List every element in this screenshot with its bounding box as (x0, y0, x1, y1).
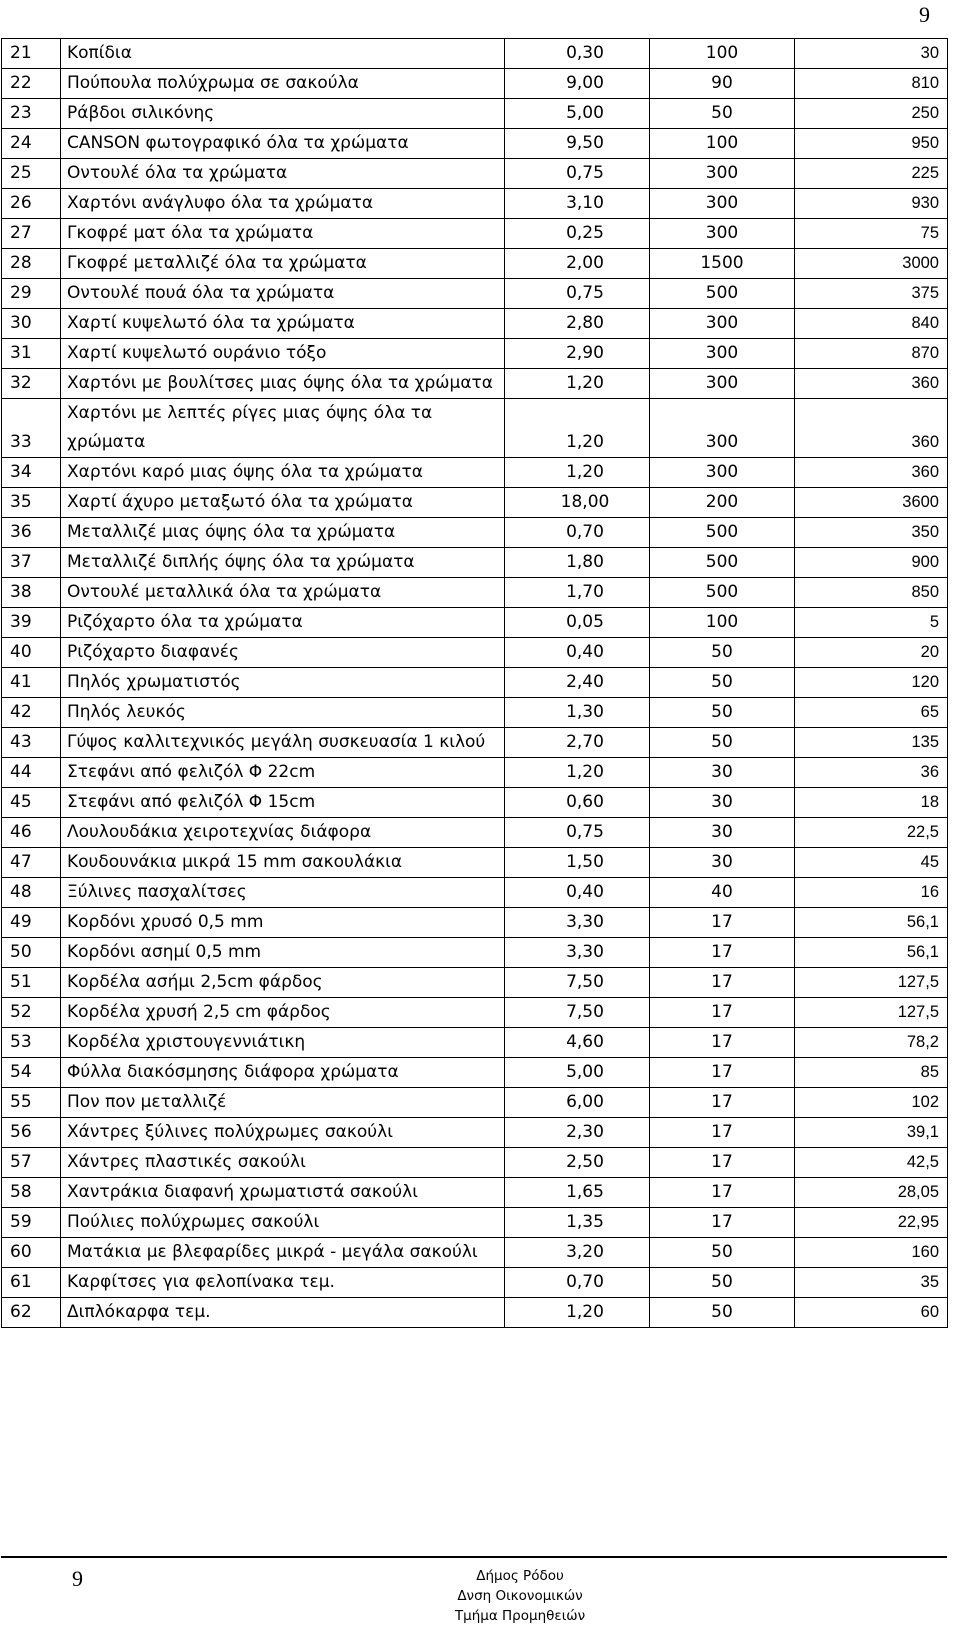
quantity-cell: 17 (650, 968, 795, 998)
table-row (2, 1178, 948, 1208)
row-number-cell: 22 (2, 69, 61, 99)
table-row (2, 1268, 948, 1298)
row-number-cell: 33 (2, 399, 61, 458)
total-cost-cell: 375 (795, 279, 948, 309)
table-row (2, 1088, 948, 1118)
table-row (2, 518, 948, 548)
item-description-cell: Γύψος καλλιτεχνικός μεγάλη συσκευασία 1 κιλού (61, 728, 505, 758)
item-description-cell: Πηλός χρωματιστός (61, 668, 505, 698)
item-description-cell: Κορδόνι χρυσό 0,5 mm (61, 908, 505, 938)
quantity-cell: 100 (650, 129, 795, 159)
item-description-cell: Οντουλέ όλα τα χρώματα (61, 159, 505, 189)
quantity-cell: 200 (650, 488, 795, 518)
item-description-cell: Χαρτί κυψελωτό όλα τα χρώματα (61, 309, 505, 339)
item-description-cell: Οντουλέ πουά όλα τα χρώματα (61, 279, 505, 309)
unit-price-cell: 1,20 (505, 1298, 650, 1328)
page-number-bottom: 9 (72, 1566, 83, 1591)
row-number-cell: 25 (2, 159, 61, 189)
table-row (2, 159, 948, 189)
item-description-cell: Πηλός λευκός (61, 698, 505, 728)
total-cost-cell: 850 (795, 578, 948, 608)
page-number-top: 9 (919, 2, 930, 27)
quantity-cell: 300 (650, 399, 795, 458)
table-row (2, 728, 948, 758)
table-row (2, 608, 948, 638)
total-cost-cell: 35 (795, 1268, 948, 1298)
unit-price-cell: 7,50 (505, 998, 650, 1028)
item-description-cell: Κορδέλα χρυσή 2,5 cm φάρδος (61, 998, 505, 1028)
quantity-cell: 17 (650, 1148, 795, 1178)
total-cost-cell: 65 (795, 698, 948, 728)
footer-organization (380, 1566, 660, 1626)
unit-price-cell: 1,50 (505, 848, 650, 878)
total-cost-cell: 36 (795, 758, 948, 788)
unit-price-cell: 0,40 (505, 878, 650, 908)
row-number-cell: 29 (2, 279, 61, 309)
unit-price-cell: 0,75 (505, 279, 650, 309)
row-number-cell: 59 (2, 1208, 61, 1238)
item-description-cell: Οντουλέ μεταλλικά όλα τα χρώματα (61, 578, 505, 608)
table-row (2, 548, 948, 578)
row-number-cell: 62 (2, 1298, 61, 1328)
unit-price-cell: 0,60 (505, 788, 650, 818)
table-row (2, 279, 948, 309)
quantity-cell: 300 (650, 339, 795, 369)
footer-org-line-3: Τμήμα Προμηθειών (454, 1608, 586, 1624)
item-description-cell: Ξύλινες πασχαλίτσες (61, 878, 505, 908)
quantity-cell: 300 (650, 219, 795, 249)
footer-divider (1, 1556, 947, 1558)
table-row (2, 758, 948, 788)
total-cost-cell: 127,5 (795, 998, 948, 1028)
items-table (1, 38, 948, 1328)
item-description-cell: Κοπίδια (61, 39, 505, 69)
total-cost-cell: 60 (795, 1298, 948, 1328)
unit-price-cell: 3,20 (505, 1238, 650, 1268)
row-number-cell: 39 (2, 608, 61, 638)
row-number-cell: 60 (2, 1238, 61, 1268)
quantity-cell: 300 (650, 458, 795, 488)
table-row (2, 878, 948, 908)
quantity-cell: 300 (650, 369, 795, 399)
table-row (2, 309, 948, 339)
unit-price-cell: 1,70 (505, 578, 650, 608)
total-cost-cell: 135 (795, 728, 948, 758)
row-number-cell: 43 (2, 728, 61, 758)
quantity-cell: 50 (650, 1268, 795, 1298)
table-row (2, 99, 948, 129)
quantity-cell: 500 (650, 578, 795, 608)
total-cost-cell: 78,2 (795, 1028, 948, 1058)
item-description-cell: Χάντρες πλαστικές σακούλι (61, 1148, 505, 1178)
total-cost-cell: 225 (795, 159, 948, 189)
row-number-cell: 54 (2, 1058, 61, 1088)
table-row (2, 129, 948, 159)
total-cost-cell: 120 (795, 668, 948, 698)
item-description-cell: Χαρτόνι με βουλίτσες μιας όψης όλα τα χρώματα (61, 369, 505, 399)
total-cost-cell: 840 (795, 309, 948, 339)
item-description-cell: Χαρτί άχυρο μεταξωτό όλα τα χρώματα (61, 488, 505, 518)
unit-price-cell: 1,20 (505, 758, 650, 788)
table-row (2, 369, 948, 399)
unit-price-cell: 1,20 (505, 458, 650, 488)
unit-price-cell: 2,80 (505, 309, 650, 339)
total-cost-cell: 3000 (795, 249, 948, 279)
unit-price-cell: 0,75 (505, 159, 650, 189)
table-row (2, 698, 948, 728)
quantity-cell: 30 (650, 758, 795, 788)
row-number-cell: 55 (2, 1088, 61, 1118)
quantity-cell: 50 (650, 698, 795, 728)
unit-price-cell: 0,70 (505, 1268, 650, 1298)
table-row (2, 968, 948, 998)
row-number-cell: 49 (2, 908, 61, 938)
table-row (2, 578, 948, 608)
row-number-cell: 46 (2, 818, 61, 848)
total-cost-cell: 870 (795, 339, 948, 369)
quantity-cell: 17 (650, 1208, 795, 1238)
quantity-cell: 100 (650, 39, 795, 69)
quantity-cell: 30 (650, 818, 795, 848)
table-row (2, 339, 948, 369)
item-description-cell: Μεταλλιζέ μιας όψης όλα τα χρώματα (61, 518, 505, 548)
unit-price-cell: 0,70 (505, 518, 650, 548)
total-cost-cell: 56,1 (795, 908, 948, 938)
total-cost-cell: 360 (795, 399, 948, 458)
row-number-cell: 32 (2, 369, 61, 399)
table-row (2, 69, 948, 99)
row-number-cell: 44 (2, 758, 61, 788)
unit-price-cell: 9,50 (505, 129, 650, 159)
item-description-cell: Κορδόνι ασημί 0,5 mm (61, 938, 505, 968)
unit-price-cell: 7,50 (505, 968, 650, 998)
unit-price-cell: 1,65 (505, 1178, 650, 1208)
item-description-cell: Χαρτόνι με λεπτές ρίγες μιας όψης όλα τα χρώματα (61, 399, 505, 458)
unit-price-cell: 5,00 (505, 99, 650, 129)
table-row (2, 488, 948, 518)
table-row (2, 1238, 948, 1268)
total-cost-cell: 16 (795, 878, 948, 908)
total-cost-cell: 18 (795, 788, 948, 818)
total-cost-cell: 22,5 (795, 818, 948, 848)
table-row (2, 848, 948, 878)
row-number-cell: 48 (2, 878, 61, 908)
unit-price-cell: 2,30 (505, 1118, 650, 1148)
row-number-cell: 45 (2, 788, 61, 818)
row-number-cell: 51 (2, 968, 61, 998)
quantity-cell: 1500 (650, 249, 795, 279)
quantity-cell: 17 (650, 1088, 795, 1118)
unit-price-cell: 9,00 (505, 69, 650, 99)
row-number-cell: 42 (2, 698, 61, 728)
quantity-cell: 17 (650, 1178, 795, 1208)
row-number-cell: 23 (2, 99, 61, 129)
unit-price-cell: 0,05 (505, 608, 650, 638)
quantity-cell: 17 (650, 1028, 795, 1058)
quantity-cell: 30 (650, 788, 795, 818)
unit-price-cell: 1,80 (505, 548, 650, 578)
total-cost-cell: 127,5 (795, 968, 948, 998)
item-description-cell: Ριζόχαρτο όλα τα χρώματα (61, 608, 505, 638)
unit-price-cell: 3,30 (505, 938, 650, 968)
table-row (2, 1298, 948, 1328)
quantity-cell: 50 (650, 99, 795, 129)
unit-price-cell: 3,10 (505, 189, 650, 219)
item-description-cell: Χαντράκια διαφανή χρωματιστά σακούλι (61, 1178, 505, 1208)
item-description-cell: Στεφάνι από φελιζόλ Φ 15cm (61, 788, 505, 818)
row-number-cell: 47 (2, 848, 61, 878)
item-description-cell: Λουλουδάκια χειροτεχνίας διάφορα (61, 818, 505, 848)
row-number-cell: 40 (2, 638, 61, 668)
unit-price-cell: 2,70 (505, 728, 650, 758)
unit-price-cell: 1,30 (505, 698, 650, 728)
table-row (2, 1118, 948, 1148)
row-number-cell: 50 (2, 938, 61, 968)
item-description-cell: Ματάκια με βλεφαρίδες μικρά - μεγάλα σακούλι (61, 1238, 505, 1268)
unit-price-cell: 2,90 (505, 339, 650, 369)
total-cost-cell: 20 (795, 638, 948, 668)
total-cost-cell: 360 (795, 458, 948, 488)
unit-price-cell: 5,00 (505, 1058, 650, 1088)
items-table-body (2, 39, 948, 1328)
total-cost-cell: 250 (795, 99, 948, 129)
row-number-cell: 24 (2, 129, 61, 159)
footer-org-line-1: Δήμος Ρόδου (476, 1568, 564, 1584)
total-cost-cell: 5 (795, 608, 948, 638)
total-cost-cell: 360 (795, 369, 948, 399)
table-row (2, 668, 948, 698)
item-description-cell: Χαρτί κυψελωτό ουράνιο τόξο (61, 339, 505, 369)
total-cost-cell: 930 (795, 189, 948, 219)
unit-price-cell: 6,00 (505, 1088, 650, 1118)
total-cost-cell: 810 (795, 69, 948, 99)
quantity-cell: 500 (650, 548, 795, 578)
total-cost-cell: 3600 (795, 488, 948, 518)
table-row (2, 998, 948, 1028)
table-row (2, 908, 948, 938)
table-row (2, 1148, 948, 1178)
row-number-cell: 57 (2, 1148, 61, 1178)
quantity-cell: 50 (650, 728, 795, 758)
quantity-cell: 40 (650, 878, 795, 908)
total-cost-cell: 950 (795, 129, 948, 159)
item-description-cell: Καρφίτσες για φελοπίνακα τεμ. (61, 1268, 505, 1298)
quantity-cell: 300 (650, 309, 795, 339)
total-cost-cell: 350 (795, 518, 948, 548)
table-row (2, 1028, 948, 1058)
quantity-cell: 500 (650, 279, 795, 309)
unit-price-cell: 2,00 (505, 249, 650, 279)
unit-price-cell: 0,25 (505, 219, 650, 249)
quantity-cell: 17 (650, 1058, 795, 1088)
row-number-cell: 52 (2, 998, 61, 1028)
unit-price-cell: 18,00 (505, 488, 650, 518)
quantity-cell: 17 (650, 998, 795, 1028)
unit-price-cell: 0,75 (505, 818, 650, 848)
table-row (2, 219, 948, 249)
quantity-cell: 17 (650, 908, 795, 938)
row-number-cell: 30 (2, 309, 61, 339)
table-row (2, 1208, 948, 1238)
row-number-cell: 58 (2, 1178, 61, 1208)
footer-org-line-2: Δνση Οικονομικών (457, 1588, 583, 1604)
unit-price-cell: 4,60 (505, 1028, 650, 1058)
unit-price-cell: 0,40 (505, 638, 650, 668)
quantity-cell: 50 (650, 1238, 795, 1268)
unit-price-cell: 2,40 (505, 668, 650, 698)
quantity-cell: 90 (650, 69, 795, 99)
item-description-cell: Ριζόχαρτο διαφανές (61, 638, 505, 668)
table-row (2, 818, 948, 848)
total-cost-cell: 22,95 (795, 1208, 948, 1238)
row-number-cell: 38 (2, 578, 61, 608)
row-number-cell: 37 (2, 548, 61, 578)
table-row (2, 458, 948, 488)
row-number-cell: 36 (2, 518, 61, 548)
item-description-cell: Κορδέλα ασήμι 2,5cm φάρδος (61, 968, 505, 998)
total-cost-cell: 45 (795, 848, 948, 878)
table-row (2, 399, 948, 458)
item-description-cell: Κουδουνάκια μικρά 15 mm σακουλάκια (61, 848, 505, 878)
total-cost-cell: 28,05 (795, 1178, 948, 1208)
quantity-cell: 17 (650, 938, 795, 968)
unit-price-cell: 2,50 (505, 1148, 650, 1178)
quantity-cell: 17 (650, 1118, 795, 1148)
total-cost-cell: 39,1 (795, 1118, 948, 1148)
item-description-cell: Πον πον μεταλλιζέ (61, 1088, 505, 1118)
table-row (2, 249, 948, 279)
unit-price-cell: 1,20 (505, 369, 650, 399)
table-row (2, 39, 948, 69)
item-description-cell: Χαρτόνι ανάγλυφο όλα τα χρώματα (61, 189, 505, 219)
row-number-cell: 26 (2, 189, 61, 219)
unit-price-cell: 0,30 (505, 39, 650, 69)
item-description-cell: Μεταλλιζέ διπλής όψης όλα τα χρώματα (61, 548, 505, 578)
row-number-cell: 21 (2, 39, 61, 69)
total-cost-cell: 160 (795, 1238, 948, 1268)
row-number-cell: 28 (2, 249, 61, 279)
item-description-cell: Χαρτόνι καρό μιας όψης όλα τα χρώματα (61, 458, 505, 488)
item-description-cell: Ράβδοι σιλικόνης (61, 99, 505, 129)
item-description-cell: Κορδέλα χριστουγεννιάτικη (61, 1028, 505, 1058)
table-row (2, 1058, 948, 1088)
row-number-cell: 56 (2, 1118, 61, 1148)
row-number-cell: 27 (2, 219, 61, 249)
quantity-cell: 50 (650, 668, 795, 698)
row-number-cell: 61 (2, 1268, 61, 1298)
item-description-cell: Διπλόκαρφα τεμ. (61, 1298, 505, 1328)
unit-price-cell: 1,20 (505, 399, 650, 458)
table-row (2, 189, 948, 219)
table-row (2, 638, 948, 668)
item-description-cell: Φύλλα διακόσμησης διάφορα χρώματα (61, 1058, 505, 1088)
total-cost-cell: 42,5 (795, 1148, 948, 1178)
total-cost-cell: 85 (795, 1058, 948, 1088)
total-cost-cell: 56,1 (795, 938, 948, 968)
total-cost-cell: 900 (795, 548, 948, 578)
total-cost-cell: 102 (795, 1088, 948, 1118)
row-number-cell: 41 (2, 668, 61, 698)
item-description-cell: CANSON φωτογραφικό όλα τα χρώματα (61, 129, 505, 159)
item-description-cell: Πούλιες πολύχρωμες σακούλι (61, 1208, 505, 1238)
item-description-cell: Πούπουλα πολύχρωμα σε σακούλα (61, 69, 505, 99)
row-number-cell: 53 (2, 1028, 61, 1058)
item-description-cell: Στεφάνι από φελιζόλ Φ 22cm (61, 758, 505, 788)
item-description-cell: Γκοφρέ μεταλλιζέ όλα τα χρώματα (61, 249, 505, 279)
quantity-cell: 50 (650, 1298, 795, 1328)
item-description-cell: Χάντρες ξύλινες πολύχρωμες σακούλι (61, 1118, 505, 1148)
quantity-cell: 300 (650, 159, 795, 189)
unit-price-cell: 3,30 (505, 908, 650, 938)
unit-price-cell: 1,35 (505, 1208, 650, 1238)
item-description-cell: Γκοφρέ ματ όλα τα χρώματα (61, 219, 505, 249)
quantity-cell: 500 (650, 518, 795, 548)
quantity-cell: 300 (650, 189, 795, 219)
table-row (2, 788, 948, 818)
quantity-cell: 50 (650, 638, 795, 668)
row-number-cell: 31 (2, 339, 61, 369)
quantity-cell: 30 (650, 848, 795, 878)
total-cost-cell: 30 (795, 39, 948, 69)
row-number-cell: 34 (2, 458, 61, 488)
total-cost-cell: 75 (795, 219, 948, 249)
quantity-cell: 100 (650, 608, 795, 638)
row-number-cell: 35 (2, 488, 61, 518)
table-row (2, 938, 948, 968)
